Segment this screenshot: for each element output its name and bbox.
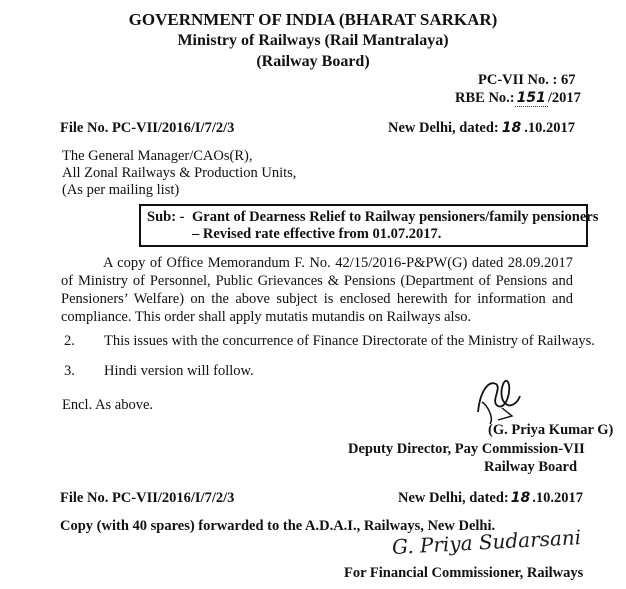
board-heading: (Railway Board) [256,53,370,70]
addressee-line-1: The General Manager/CAOs(R), [62,148,253,164]
dated-label: New Delhi, dated: [388,120,499,136]
signatory-name: (G. Priya Kumar G) [488,422,614,438]
paragraph-1: A copy of Office Memorandum F. No. 42/15/2016-P&PW(G) dated 28.09.2017 of Ministry of Personnel, Public Grievances & Pensions (Department of Pensions and Pensioners’ Welfare) on the above subject is enclosed herewith for information and compliance. This order shall apply mutatis mutandis on Railways also. [61,255,573,325]
paragraph-3-number: 3. [64,363,75,379]
for-financial-commissioner: For Financial Commissioner, Railways [344,565,584,581]
paragraph-2: This issues with the concurrence of Finance Directorate of the Ministry of Railways. [104,333,595,349]
subject-line-2: – Revised rate effective from 01.07.2017. [192,226,442,242]
dated-handwritten: 18 [501,120,522,136]
rbe-year: /2017 [547,90,581,106]
file-number-top: File No. PC-VII/2016/I/7/2/3 [60,120,235,136]
signatory-designation: Deputy Director, Pay Commission-VII [348,441,585,457]
paragraph-3: Hindi version will follow. [104,363,254,379]
subject-prefix: Sub: - [147,209,185,225]
dated-top [388,120,575,137]
addressee-line-2: All Zonal Railways & Production Units, [62,165,297,181]
copy-forwarded-line: Copy (with 40 spares) forwarded to the A.D.A.I., Railways, New Delhi. [60,518,496,534]
govt-heading: GOVERNMENT OF INDIA (BHARAT SARKAR) [128,10,498,29]
dated-label-2: New Delhi, dated: [398,490,509,506]
signatory-office: Railway Board [484,459,578,475]
dated-rest-2: .10.2017 [532,490,583,506]
enclosure-note: Encl. As above. [62,397,154,413]
ministry-heading: Ministry of Railways (Rail Mantralaya) [177,32,449,49]
paragraph-2-number: 2. [64,333,75,349]
rbe-number [455,90,581,107]
addressee-line-3: (As per mailing list) [62,182,180,198]
rbe-label: RBE No.: [455,90,515,106]
dated-rest: .10.2017 [524,120,575,136]
subject-line-1: Grant of Dearness Relief to Railway pensioners/family pensioners [192,209,599,225]
rbe-handwritten: 151 [516,90,546,106]
file-number-bottom: File No. PC-VII/2016/I/7/2/3 [60,490,235,506]
dated-bottom [398,490,583,507]
pc-vii-number: PC-VII No. : 67 [478,72,576,88]
handwritten-signature: G. Priya Sudarsani [391,525,582,559]
dated-handwritten-2: 18 [510,490,531,506]
